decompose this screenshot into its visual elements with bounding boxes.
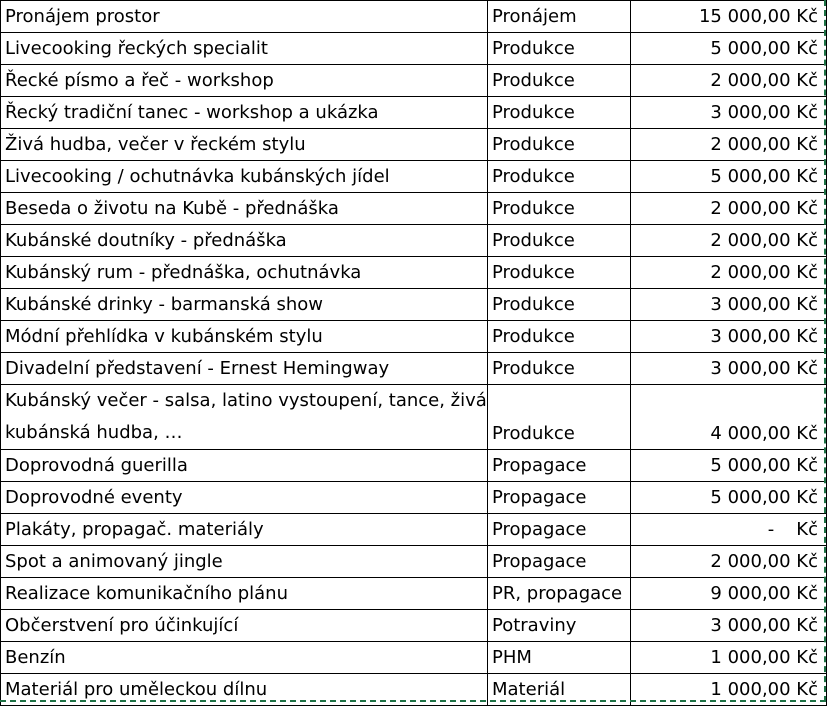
- table-row: [1, 257, 827, 289]
- amount-cell[interactable]: 2 000,00 Kč: [631, 257, 827, 289]
- item-name-cell[interactable]: Livecooking / ochutnávka kubánských jídel: [1, 161, 488, 193]
- amount-cell[interactable]: 3 000,00 Kč: [631, 321, 827, 353]
- amount-cell[interactable]: 5 000,00 Kč: [631, 33, 827, 65]
- item-name-cell[interactable]: Řecký tradiční tanec - workshop a ukázka: [1, 97, 488, 129]
- category-cell[interactable]: Produkce: [488, 289, 631, 321]
- item-name-cell[interactable]: Pronájem prostor: [1, 1, 488, 33]
- category-cell[interactable]: Produkce: [488, 129, 631, 161]
- item-name-cell[interactable]: Divadelní představení - Ernest Hemingway: [1, 353, 488, 385]
- category-cell[interactable]: Materiál: [488, 674, 631, 706]
- amount-cell[interactable]: 5 000,00 Kč: [631, 450, 827, 482]
- amount-cell[interactable]: 2 000,00 Kč: [631, 225, 827, 257]
- item-name-cell[interactable]: Občerstvení pro účinkující: [1, 610, 488, 642]
- category-cell[interactable]: Produkce: [488, 193, 631, 225]
- table-row: [1, 193, 827, 225]
- category-cell[interactable]: Produkce: [488, 33, 631, 65]
- amount-cell[interactable]: 15 000,00 Kč: [631, 1, 827, 33]
- amount-cell[interactable]: 3 000,00 Kč: [631, 610, 827, 642]
- category-cell[interactable]: Propagace: [488, 450, 631, 482]
- item-name-cell[interactable]: Beseda o životu na Kubě - přednáška: [1, 193, 488, 225]
- item-name-cell[interactable]: Doprovodná guerilla: [1, 450, 488, 482]
- table-row: [1, 482, 827, 514]
- table-row: [1, 610, 827, 642]
- category-cell[interactable]: PR, propagace: [488, 578, 631, 610]
- amount-cell[interactable]: 3 000,00 Kč: [631, 97, 827, 129]
- item-name-cell[interactable]: Benzín: [1, 642, 488, 674]
- table-row: [1, 321, 827, 353]
- amount-cell[interactable]: 5 000,00 Kč: [631, 161, 827, 193]
- item-name-cell[interactable]: Módní přehlídka v kubánském stylu: [1, 321, 488, 353]
- table-row: [1, 33, 827, 65]
- item-name-cell[interactable]: Livecooking řeckých specialit: [1, 33, 488, 65]
- table-row: [1, 161, 827, 193]
- amount-cell[interactable]: 5 000,00 Kč: [631, 482, 827, 514]
- item-name-cell[interactable]: Kubánský rum - přednáška, ochutnávka: [1, 257, 488, 289]
- amount-cell[interactable]: [631, 514, 827, 546]
- category-cell[interactable]: Produkce: [488, 257, 631, 289]
- item-name-cell[interactable]: Doprovodné eventy: [1, 482, 488, 514]
- table-row: [1, 1, 827, 33]
- item-name-cell[interactable]: Realizace komunikačního plánu: [1, 578, 488, 610]
- category-cell[interactable]: Produkce: [488, 353, 631, 385]
- category-cell[interactable]: Pronájem: [488, 1, 631, 33]
- table-row: [1, 97, 827, 129]
- item-name-cell[interactable]: Kubánské doutníky - přednáška: [1, 225, 488, 257]
- item-name-cell[interactable]: Plakáty, propagač. materiály: [1, 514, 488, 546]
- category-cell[interactable]: Produkce: [488, 225, 631, 257]
- category-cell[interactable]: Potraviny: [488, 610, 631, 642]
- table-row: [1, 353, 827, 385]
- item-name-cell[interactable]: Spot a animovaný jingle: [1, 546, 488, 578]
- amount-cell[interactable]: 3 000,00 Kč: [631, 353, 827, 385]
- table-row: [1, 546, 827, 578]
- amount-cell[interactable]: 4 000,00 Kč: [631, 385, 827, 450]
- amount-cell[interactable]: 1 000,00 Kč: [631, 642, 827, 674]
- category-cell[interactable]: Propagace: [488, 546, 631, 578]
- category-cell[interactable]: Produkce: [488, 385, 631, 450]
- category-cell[interactable]: Produkce: [488, 161, 631, 193]
- category-cell[interactable]: Produkce: [488, 321, 631, 353]
- item-name-cell[interactable]: Materiál pro uměleckou dílnu: [1, 674, 488, 706]
- copy-selection-marquee-edge: [824, 0, 826, 702]
- category-cell[interactable]: Propagace: [488, 514, 631, 546]
- table-row: [1, 578, 827, 610]
- amount-cell[interactable]: 1 000,00 Kč: [631, 674, 827, 706]
- item-name-cell[interactable]: Kubánský večer - salsa, latino vystoupení, tance, živá kubánská hudba, …: [1, 385, 488, 450]
- category-cell[interactable]: Produkce: [488, 65, 631, 97]
- item-name-cell[interactable]: Kubánské drinky - barmanská show: [1, 289, 488, 321]
- table-row: [1, 385, 827, 450]
- table-row: [1, 450, 827, 482]
- table-row: [1, 225, 827, 257]
- table-row: [1, 642, 827, 674]
- table-row: [1, 514, 827, 546]
- category-cell[interactable]: Produkce: [488, 97, 631, 129]
- amount-cell[interactable]: 2 000,00 Kč: [631, 129, 827, 161]
- amount-cell[interactable]: 2 000,00 Kč: [631, 546, 827, 578]
- category-cell[interactable]: PHM: [488, 642, 631, 674]
- amount-cell[interactable]: 3 000,00 Kč: [631, 289, 827, 321]
- item-name-cell[interactable]: Řecké písmo a řeč - workshop: [1, 65, 488, 97]
- amount-currency: Kč: [796, 519, 818, 540]
- category-cell[interactable]: Propagace: [488, 482, 631, 514]
- item-name-cell[interactable]: Živá hudba, večer v řeckém stylu: [1, 129, 488, 161]
- table-row: [1, 129, 827, 161]
- amount-dash: -: [767, 519, 775, 540]
- amount-cell[interactable]: 2 000,00 Kč: [631, 193, 827, 225]
- copy-selection-marquee: [0, 700, 826, 702]
- amount-cell[interactable]: 2 000,00 Kč: [631, 65, 827, 97]
- table-row: [1, 65, 827, 97]
- table-row: [1, 289, 827, 321]
- amount-cell[interactable]: 9 000,00 Kč: [631, 578, 827, 610]
